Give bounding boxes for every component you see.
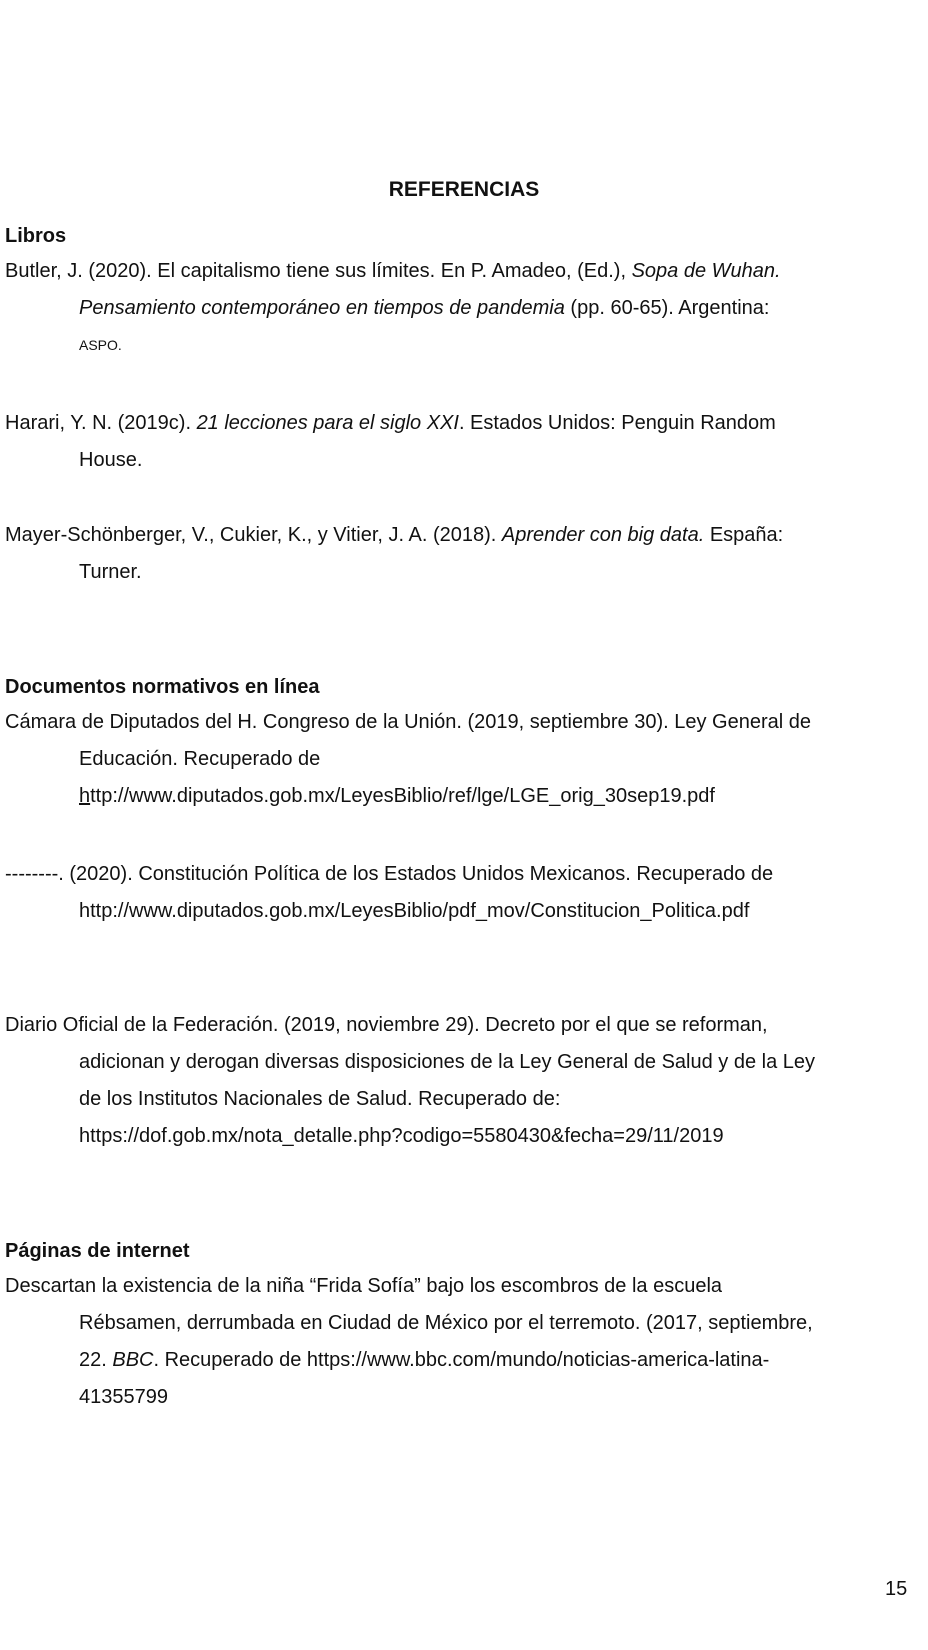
italic-book-title: Aprender con big data. [501, 524, 705, 546]
italic-book-title: Sopa de Wuhan. [631, 260, 781, 282]
reference-diario-oficial [5, 1007, 921, 1155]
reference-line: Harari, Y. N. (2019c). 21 lecciones para el siglo XXI. Estados Unidos: Penguin Random [5, 412, 776, 434]
reference-line: 22. BBC. Recuperado de https://www.bbc.com/mundo/noticias-america-latina- [79, 1349, 770, 1371]
reference-constitucion [5, 856, 921, 930]
section-heading-documentos-normativos: Documentos normativos en línea [5, 676, 320, 698]
reference-line: House. [79, 449, 143, 471]
reference-line: Cámara de Diputados del H. Congreso de la Unión. (2019, septiembre 30). Ley General de [5, 711, 812, 733]
reference-url-line: http://www.diputados.gob.mx/LeyesBiblio/ref/lge/LGE_orig_30sep19.pdf [79, 785, 715, 807]
section-heading-libros: Libros [5, 225, 67, 247]
page-number: 15 [885, 1578, 908, 1600]
section-heading-paginas-internet: Páginas de internet [5, 1240, 190, 1262]
reference-line: 41355799 [79, 1386, 168, 1408]
reference-line: --------. (2020). Constitución Política de los Estados Unidos Mexicanos. Recuperado de [5, 863, 774, 885]
reference-mayer-schonberger [5, 517, 921, 591]
reference-line: adicionan y derogan diversas disposiciones de la Ley General de Salud y de la Ley [79, 1051, 816, 1073]
italic-book-title: Pensamiento contemporáneo en tiempos de pandemia [79, 297, 565, 319]
reference-frida-sofia [5, 1268, 921, 1416]
reference-url-line: http://www.diputados.gob.mx/LeyesBiblio/pdf_mov/Constitucion_Politica.pdf [79, 900, 750, 922]
reference-camara-diputados [5, 704, 921, 815]
reference-line: Pensamiento contemporáneo en tiempos de pandemia (pp. 60-65). Argentina: [79, 297, 770, 319]
reference-url-line: https://dof.gob.mx/nota_detalle.php?codigo=5580430&fecha=29/11/2019 [79, 1125, 724, 1147]
reference-line: Rébsamen, derrumbada en Ciudad de México por el terremoto. (2017, septiembre, [79, 1312, 813, 1334]
reference-butler [5, 253, 921, 364]
reference-line: Butler, J. (2020). El capitalismo tiene sus límites. En P. Amadeo, (Ed.), Sopa de Wuhan. [5, 260, 781, 282]
italic-source-name: BBC [112, 1349, 154, 1371]
reference-line: Educación. Recuperado de [79, 748, 321, 770]
reference-line: ASPO. [79, 337, 122, 353]
reference-harari [5, 405, 921, 479]
reference-line: Descartan la existencia de la niña “Frida Sofía” bajo los escombros de la escuela [5, 1275, 723, 1297]
italic-book-title: 21 lecciones para el siglo XXI [196, 412, 459, 434]
reference-line: Mayer-Schönberger, V., Cukier, K., y Vitier, J. A. (2018). Aprender con big data. España: [5, 524, 784, 546]
reference-line: de los Institutos Nacionales de Salud. Recuperado de: [79, 1088, 561, 1110]
reference-line: Diario Oficial de la Federación. (2019, noviembre 29). Decreto por el que se reforman, [5, 1014, 768, 1036]
reference-line: Turner. [79, 561, 142, 583]
page-title: REFERENCIAS [388, 178, 540, 201]
